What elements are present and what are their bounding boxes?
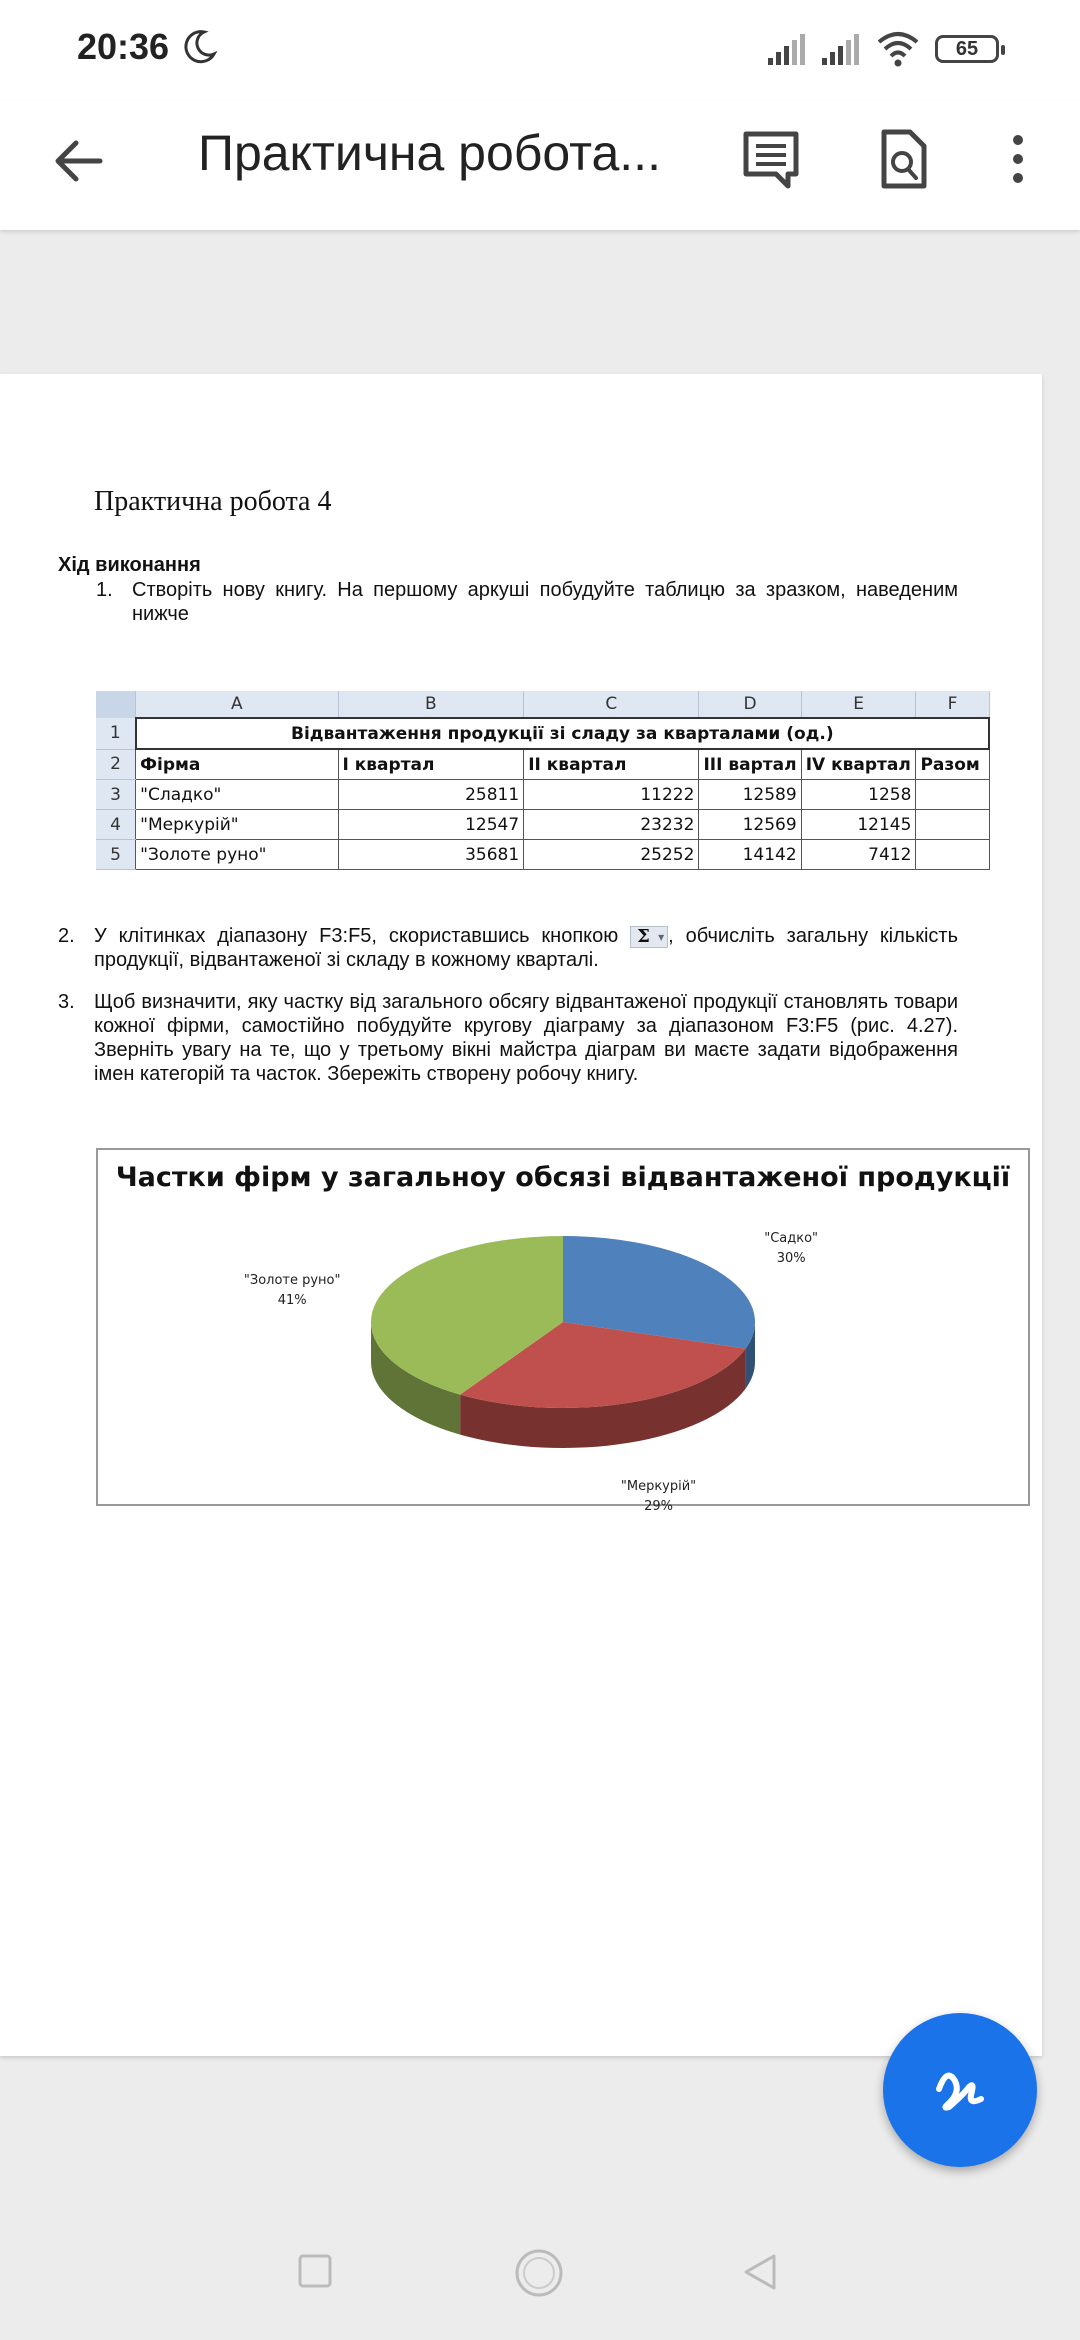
list-item-3 xyxy=(58,990,958,1086)
table-cell: 14142 xyxy=(699,840,801,870)
status-bar xyxy=(0,0,1080,100)
list-number: 2. xyxy=(58,925,75,947)
status-time: 20:36 xyxy=(77,26,170,67)
table-cell: 35681 xyxy=(338,840,524,870)
column-header: A xyxy=(136,691,338,718)
pie-label-name: "Золоте руно" xyxy=(243,1273,341,1289)
table-cell: 12547 xyxy=(338,810,524,840)
column-header: C xyxy=(524,691,699,718)
header-cell: Разом xyxy=(916,749,989,780)
signal-icon-2 xyxy=(820,34,864,66)
header-cell: ІІ квартал xyxy=(524,749,699,780)
pie-label-percent: 29% xyxy=(644,1498,673,1514)
wifi-icon xyxy=(876,30,920,68)
row-header: 1 xyxy=(96,718,136,749)
spreadsheet-image xyxy=(96,691,990,883)
corner-cell xyxy=(96,691,136,718)
home-circle-icon[interactable] xyxy=(514,2248,564,2298)
row-header: 3 xyxy=(96,780,136,810)
table-cell: 12569 xyxy=(699,810,801,840)
table-cell: 11222 xyxy=(524,780,699,810)
pie-chart xyxy=(96,1148,1030,1514)
comment-icon[interactable] xyxy=(738,126,804,192)
chart-title: Частки фірм у загальноу обсязі відвантаженої продукції xyxy=(115,1162,1011,1193)
list-number: 3. xyxy=(58,991,75,1013)
table-cell xyxy=(916,840,989,870)
list-number: 1. xyxy=(96,579,113,601)
table-row xyxy=(96,718,989,749)
table-cell: "Меркурій" xyxy=(136,810,338,840)
scribble-edit-icon xyxy=(929,2059,991,2121)
signal-icon xyxy=(766,34,810,66)
pie-label-percent: 30% xyxy=(776,1251,806,1267)
table-cell xyxy=(916,810,989,840)
pie-label-name: "Садко" xyxy=(764,1231,819,1247)
battery-indicator: 65 xyxy=(935,35,999,63)
row-header: 5 xyxy=(96,840,136,870)
list-item-2 xyxy=(58,924,958,972)
section-heading: Хід виконання xyxy=(58,554,201,576)
table-cell: 12589 xyxy=(699,780,801,810)
find-in-page-icon[interactable] xyxy=(870,126,936,192)
table-row xyxy=(96,780,989,810)
column-header: D xyxy=(699,691,801,718)
list-text: Щоб визначити, яку частку від загального обсягу відвантаженої продукції становлять товари кожної фірми, самостійно побудуйте кругову діаграму за діапазоном F3:F5 (рис. 4.27). Зверніть увагу на те, що у третьому вікні майстра діаграм ви маєте задати відображення імен категорій та часток. Збережіть створену робочу книгу. xyxy=(94,991,958,1085)
pie-label-percent: 41% xyxy=(277,1293,307,1309)
table-title: Відвантаження продукції зі сладу за кварталами (од.) xyxy=(136,718,989,749)
table-cell: "Сладко" xyxy=(136,780,338,810)
table-cell: 1258 xyxy=(801,780,916,810)
column-header: B xyxy=(338,691,524,718)
list-item-1 xyxy=(58,578,958,626)
pie-chart-svg xyxy=(98,1150,1028,1514)
more-vert-icon[interactable] xyxy=(984,126,1036,192)
table-row xyxy=(96,840,989,870)
table-cell: "Золоте руно" xyxy=(136,840,338,870)
sigma-autosum-icon: Σ ▾ xyxy=(630,926,668,948)
column-header-row xyxy=(96,691,989,718)
header-cell: ІІІ вартал xyxy=(699,749,801,780)
row-header: 4 xyxy=(96,810,136,840)
back-arrow-icon[interactable] xyxy=(48,130,110,192)
pie-label-name: "Меркурій" xyxy=(620,1478,697,1494)
table-row xyxy=(96,810,989,840)
app-bar xyxy=(0,100,1080,230)
header-cell: IV квартал xyxy=(801,749,916,780)
list-text-part: У клітинках діапазону F3:F5, скориставшись кнопкою xyxy=(94,925,619,947)
list-text-part: , обчисліть загальну кількість продукції, відвантаженої зі складу в кожному кварталі. xyxy=(94,925,958,971)
do-not-disturb-moon-icon xyxy=(180,28,218,66)
list-text: Створіть нову книгу. На першому аркуші побудуйте таблицю за зразком, наведеним нижче xyxy=(132,579,958,625)
document-page[interactable] xyxy=(0,374,1042,2056)
column-header: E xyxy=(801,691,916,718)
column-header: F xyxy=(916,691,989,718)
table-cell: 25811 xyxy=(338,780,524,810)
document-title: Практична робота... xyxy=(198,125,661,181)
table-cell xyxy=(916,780,989,810)
header-cell: І квартал xyxy=(338,749,524,780)
table-cell: 7412 xyxy=(801,840,916,870)
system-nav-bar xyxy=(0,2200,1080,2340)
row-header: 2 xyxy=(96,749,136,780)
table-cell: 25252 xyxy=(524,840,699,870)
table-cell: 12145 xyxy=(801,810,916,840)
list-text xyxy=(94,924,958,972)
header-cell: Фірма xyxy=(136,749,338,780)
back-triangle-icon[interactable] xyxy=(742,2252,778,2292)
table-cell: 23232 xyxy=(524,810,699,840)
table-row xyxy=(96,749,989,780)
edit-fab-button[interactable] xyxy=(883,2013,1037,2167)
recents-square-icon[interactable] xyxy=(298,2254,332,2288)
doc-heading: Практична робота 4 xyxy=(94,486,332,517)
